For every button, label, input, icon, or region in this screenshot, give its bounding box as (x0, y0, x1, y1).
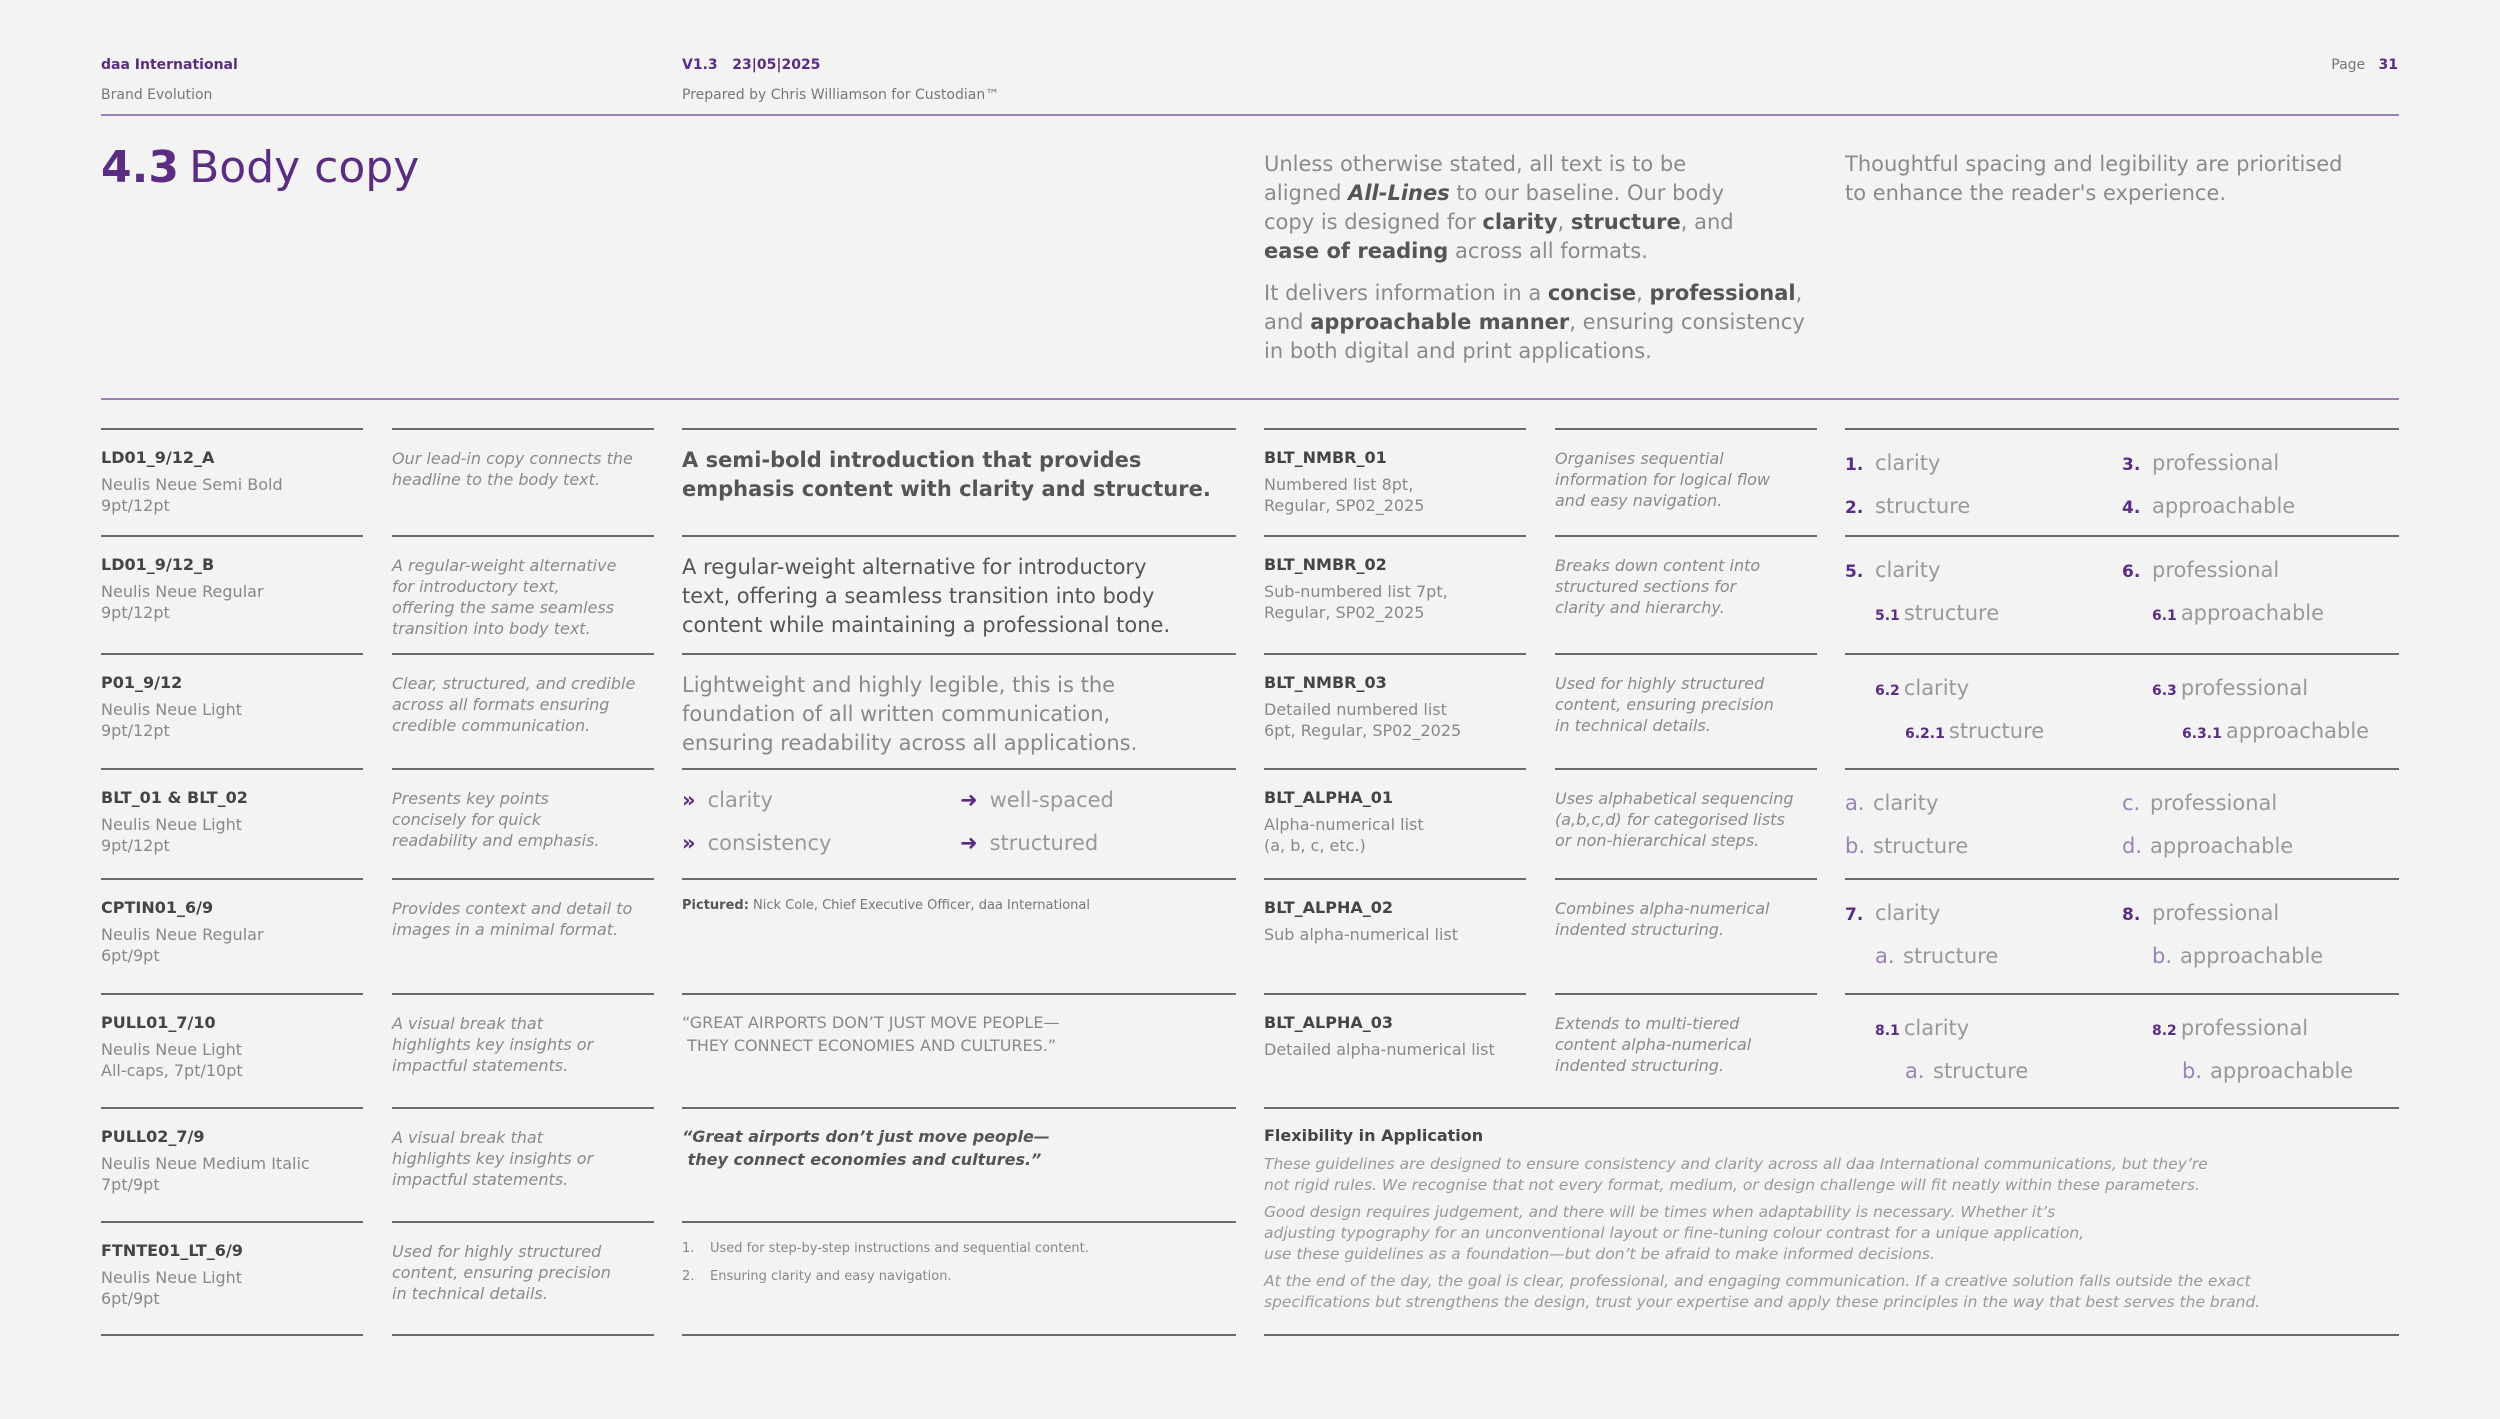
list-example-item (1875, 601, 1999, 625)
page-number: 31 (2378, 57, 2398, 73)
row-rule (101, 878, 363, 880)
row-rule (1555, 535, 1817, 537)
footnote (682, 1235, 1089, 1263)
style-example (682, 446, 1242, 504)
list-code: BLT_NMBR_02 (1264, 555, 1387, 574)
date: 23|05|2025 (732, 57, 821, 73)
list-example-item (1905, 719, 2044, 743)
row-rule (682, 653, 1236, 655)
style-example (682, 1125, 1242, 1171)
list-description (1555, 448, 1825, 511)
style-example (682, 553, 1242, 640)
footnote-text: Used for step-by-step instructions and sequential content. (710, 1241, 1089, 1256)
list-example-item (1845, 558, 1940, 582)
flex-line: At the end of the day, the goal is clear, professional, and engaging communication. If a creative solution falls outside the exact (1264, 1272, 2251, 1290)
desc-line: A visual break that (392, 1014, 543, 1033)
style-size: 9pt/12pt (101, 721, 170, 740)
list-description (1555, 555, 1825, 618)
list-marker: 6.2.1 (1905, 726, 1945, 742)
style-code: FTNTE01_LT_6/9 (101, 1241, 243, 1260)
style-description (392, 788, 662, 851)
style-size: 9pt/12pt (101, 836, 170, 855)
row-rule (101, 535, 363, 537)
row-rule (682, 993, 1236, 995)
list-text: approachable (2180, 601, 2325, 625)
style-description (392, 1241, 662, 1304)
example-line: THEY CONNECT ECONOMIES AND CULTURES.” (682, 1036, 1057, 1055)
bullet-item (960, 831, 1098, 855)
flex-line: Good design requires judgement, and there will be times when adaptability is necessary. Whether it’s (1264, 1203, 2056, 1221)
intro-paragraph-1 (1264, 150, 1824, 266)
desc-line: across all formats ensuring (392, 695, 610, 714)
intro-line: ease of reading across all formats. (1264, 239, 1648, 263)
style-description (392, 898, 662, 940)
example-line: Lightweight and highly legible, this is the (682, 673, 1116, 697)
list-example-item (2122, 451, 2279, 475)
style-size: 6pt/9pt (101, 946, 160, 965)
flexibility-heading: Flexibility in Application (1264, 1126, 1484, 1145)
list-marker: 6.3 (2152, 683, 2177, 699)
row-rule (1845, 653, 2399, 655)
row-rule (1555, 653, 1817, 655)
style-code: CPTIN01_6/9 (101, 898, 214, 917)
row-rule (1264, 653, 1526, 655)
list-text: professional (2180, 676, 2309, 700)
list-spec: Detailed alpha-numerical list (1264, 1040, 1495, 1059)
row-rule (392, 1221, 654, 1223)
desc-line: Clear, structured, and credible (392, 674, 636, 693)
style-description (392, 448, 662, 490)
row-rule (682, 535, 1236, 537)
row-rule (392, 768, 654, 770)
desc-line: and easy navigation. (1555, 491, 1723, 510)
list-text: professional (2180, 1016, 2309, 1040)
list-marker: 4. (2122, 498, 2141, 518)
desc-line: for introductory text, (392, 577, 560, 596)
row-rule (392, 535, 654, 537)
desc-line: impactful statements. (392, 1170, 569, 1189)
style-font: Neulis Neue Light (101, 1268, 243, 1287)
list-example-item (2122, 558, 2279, 582)
desc-line: (a,b,c,d) for categorised lists (1555, 810, 1785, 829)
style-font: Neulis Neue Regular (101, 925, 264, 944)
list-example-item (1875, 676, 1969, 700)
row-rule (101, 1107, 363, 1109)
style-font: Neulis Neue Light (101, 1040, 243, 1059)
list-marker: 3. (2122, 455, 2141, 475)
list-text: structure (1873, 834, 1969, 858)
row-rule (1555, 428, 1817, 430)
chevron-double-icon: » (682, 788, 696, 812)
flex-line: adjusting typography for an unconventional layout or fine-tuning colour contrast for a unique application, (1264, 1224, 2085, 1242)
footnote (682, 1263, 1089, 1291)
list-example-item (1845, 834, 1968, 858)
example-line: A semi-bold introduction that provides (682, 448, 1142, 472)
list-text: structure (1903, 601, 2000, 625)
list-spec: (a, b, c, etc.) (1264, 836, 1366, 855)
list-marker: 7. (1845, 905, 1864, 925)
caption-label: Pictured: (682, 898, 749, 913)
list-marker: b. (2182, 1059, 2203, 1083)
footnote-number: 2. (682, 1269, 695, 1284)
desc-line: headline to the body text. (392, 470, 600, 489)
desc-line: clarity and hierarchy. (1555, 598, 1725, 617)
version: V1.3 (682, 57, 718, 73)
row-rule (392, 1107, 654, 1109)
list-example-item (2152, 944, 2323, 968)
list-example-item (1845, 791, 1938, 815)
chevron-double-icon: » (682, 831, 696, 855)
brand-subtitle: Brand Evolution (101, 87, 213, 103)
row-rule (101, 993, 363, 995)
example-line: emphasis content with clarity and structure. (682, 477, 1211, 501)
style-size: All-caps, 7pt/10pt (101, 1061, 243, 1080)
desc-line: highlights key insights or (392, 1149, 594, 1168)
list-text: clarity (1875, 558, 1941, 582)
list-marker: b. (1845, 834, 1866, 858)
row-rule (1264, 1334, 2399, 1336)
list-text: professional (2152, 451, 2280, 475)
list-spec: Regular, SP02_2025 (1264, 496, 1425, 515)
desc-line: images in a minimal format. (392, 920, 619, 939)
list-description (1555, 788, 1825, 851)
desc-line: Used for highly structured (392, 1242, 602, 1261)
list-text: professional (2150, 791, 2278, 815)
list-marker: 8. (2122, 905, 2141, 925)
desc-line: in technical details. (1555, 716, 1711, 735)
style-size: 7pt/9pt (101, 1175, 160, 1194)
list-text: clarity (1875, 901, 1941, 925)
row-rule (1264, 428, 1526, 430)
list-marker: c. (2122, 791, 2141, 815)
desc-line: or non-hierarchical steps. (1555, 831, 1760, 850)
desc-line: Breaks down content into (1555, 556, 1761, 575)
row-rule (101, 768, 363, 770)
row-rule (1845, 428, 2399, 430)
row-rule (1845, 878, 2399, 880)
desc-line: Extends to multi-tiered (1555, 1014, 1740, 1033)
list-example-item (2122, 901, 2279, 925)
row-rule (101, 428, 363, 430)
flexibility-body (1264, 1154, 2404, 1313)
desc-line: concisely for quick (392, 810, 542, 829)
example-line: text, offering a seamless transition into body (682, 584, 1155, 608)
list-marker: 6.2 (1875, 683, 1900, 699)
row-rule (1264, 535, 1526, 537)
intro-line: copy is designed for clarity, structure, and (1264, 210, 1734, 234)
style-code: BLT_01 & BLT_02 (101, 788, 248, 807)
desc-line: Combines alpha-numerical (1555, 899, 1770, 918)
caption-text: Nick Cole, Chief Executive Officer, daa International (748, 898, 1090, 913)
list-spec: Sub-numbered list 7pt, (1264, 582, 1448, 601)
row-rule (682, 1334, 1236, 1336)
list-description (1555, 898, 1825, 940)
style-code: LD01_9/12_A (101, 448, 215, 467)
row-rule (392, 878, 654, 880)
list-code: BLT_NMBR_01 (1264, 448, 1387, 467)
list-marker: 2. (1845, 498, 1864, 518)
row-rule (1845, 768, 2399, 770)
example-line: A regular-weight alternative for introductory (682, 555, 1147, 579)
example-line: foundation of all written communication, (682, 702, 1111, 726)
intro-line: to enhance the reader's experience. (1845, 181, 2227, 205)
style-code: PULL02_7/9 (101, 1127, 205, 1146)
style-font: Neulis Neue Semi Bold (101, 475, 283, 494)
row-rule (1845, 535, 2399, 537)
list-example-item (2152, 601, 2324, 625)
list-spec: 6pt, Regular, SP02_2025 (1264, 721, 1462, 740)
desc-line: structured sections for (1555, 577, 1737, 596)
list-text: structure (1933, 1059, 2029, 1083)
desc-line: indented structuring. (1555, 920, 1725, 939)
row-rule (392, 993, 654, 995)
list-marker: 8.2 (2152, 1023, 2177, 1039)
flex-line: specifications but strengthens the design, trust your expertise and apply these principles in the way that best serves the brand. (1264, 1293, 2261, 1311)
list-text: clarity (1873, 791, 1939, 815)
intro-line: aligned All-Lines to our baseline. Our body (1264, 181, 1725, 205)
style-description (392, 1127, 662, 1190)
arrow-right-icon: ➜ (960, 788, 978, 812)
list-marker: 5. (1845, 562, 1864, 582)
style-font: Neulis Neue Regular (101, 582, 264, 601)
list-code: BLT_ALPHA_01 (1264, 788, 1393, 807)
list-text: approachable (2150, 834, 2294, 858)
list-marker: b. (2152, 944, 2173, 968)
row-rule (392, 428, 654, 430)
page-indicator (2330, 57, 2398, 73)
desc-line: Uses alphabetical sequencing (1555, 789, 1794, 808)
list-text: professional (2152, 558, 2280, 582)
desc-line: highlights key insights or (392, 1035, 594, 1054)
bullet-text: structured (989, 831, 1099, 855)
list-text: clarity (1903, 676, 1970, 700)
list-text: approachable (2180, 944, 2324, 968)
list-spec: Alpha-numerical list (1264, 815, 1424, 834)
list-description (1555, 1013, 1825, 1076)
footnote-number: 1. (682, 1241, 695, 1256)
list-example-item (1845, 901, 1940, 925)
list-code: BLT_NMBR_03 (1264, 673, 1387, 692)
example-line: content while maintaining a professional tone. (682, 613, 1171, 637)
row-rule (1845, 993, 2399, 995)
list-text: professional (2152, 901, 2280, 925)
list-code: BLT_ALPHA_03 (1264, 1013, 1393, 1032)
flex-line: use these guidelines as a foundation—but don’t be afraid to make informed decisions. (1264, 1245, 1935, 1263)
style-size: 9pt/12pt (101, 496, 170, 515)
style-code: P01_9/12 (101, 673, 183, 692)
list-marker: a. (1875, 944, 1895, 968)
version-date (682, 57, 820, 73)
list-example-item (2122, 494, 2295, 518)
example-line: “GREAT AIRPORTS DON’T JUST MOVE PEOPLE— (682, 1013, 1060, 1032)
style-description (392, 1013, 662, 1076)
intro-line: Unless otherwise stated, all text is to be (1264, 152, 1687, 176)
desc-line: impactful statements. (392, 1056, 569, 1075)
footnote-text: Ensuring clarity and easy navigation. (710, 1269, 952, 1284)
intro-line: Thoughtful spacing and legibility are prioritised (1845, 152, 2343, 176)
list-text: clarity (1903, 1016, 1970, 1040)
list-example-item (2182, 719, 2369, 743)
bullet-item (682, 788, 773, 812)
row-rule (682, 428, 1236, 430)
list-marker: 8.1 (1875, 1023, 1900, 1039)
arrow-right-icon: ➜ (960, 831, 978, 855)
style-example (682, 1011, 1242, 1057)
example-line: they connect economies and cultures.” (682, 1150, 1042, 1169)
desc-line: A visual break that (392, 1128, 543, 1147)
style-example (682, 671, 1242, 758)
list-example-item (1905, 1059, 2028, 1083)
row-rule (392, 1334, 654, 1336)
intro-line: and approachable manner, ensuring consistency (1264, 310, 1805, 334)
list-spec: Sub alpha-numerical list (1264, 925, 1459, 944)
style-font: Neulis Neue Light (101, 700, 243, 719)
list-marker: a. (1845, 791, 1865, 815)
intro-line: in both digital and print applications. (1264, 339, 1652, 363)
list-text: clarity (1875, 451, 1941, 475)
flex-line: These guidelines are designed to ensure consistency and clarity across all daa International communications, but they’re (1264, 1155, 2208, 1173)
list-spec: Numbered list 8pt, (1264, 475, 1414, 494)
style-font: Neulis Neue Light (101, 815, 243, 834)
style-description (392, 555, 662, 639)
desc-line: Used for highly structured (1555, 674, 1765, 693)
list-example-item (2122, 791, 2277, 815)
desc-line: content, ensuring precision (1555, 695, 1774, 714)
bullet-item (960, 788, 1114, 812)
list-text: approachable (2152, 494, 2296, 518)
list-code: BLT_ALPHA_02 (1264, 898, 1393, 917)
section-number: 4.3 (101, 142, 179, 193)
desc-line: Organises sequential (1555, 449, 1724, 468)
list-marker: a. (1905, 1059, 1925, 1083)
prepared-by: Prepared by Chris Williamson for Custodian™ (682, 87, 1000, 103)
list-marker: 6.3.1 (2182, 726, 2222, 742)
intro-line: It delivers information in a concise, professional, (1264, 281, 1803, 305)
row-rule (1264, 768, 1526, 770)
intro-paragraph-2 (1264, 279, 1844, 366)
row-rule (101, 653, 363, 655)
desc-line: Provides context and detail to (392, 899, 633, 918)
desc-line: A regular-weight alternative (392, 556, 617, 575)
list-marker: 5.1 (1875, 608, 1900, 624)
desc-line: content alpha-numerical (1555, 1035, 1752, 1054)
list-marker: 6. (2122, 562, 2141, 582)
row-rule (1264, 1107, 2399, 1109)
row-rule (101, 1334, 363, 1336)
desc-line: information for logical flow (1555, 470, 1770, 489)
row-rule (392, 653, 654, 655)
list-example-item (2152, 676, 2308, 700)
list-text: approachable (2210, 1059, 2354, 1083)
brand-name: daa International (101, 57, 238, 73)
list-marker: 1. (1845, 455, 1864, 475)
desc-line: indented structuring. (1555, 1056, 1725, 1075)
desc-line: Our lead-in copy connects the (392, 449, 633, 468)
list-spec: Detailed numbered list (1264, 700, 1447, 719)
style-font: Neulis Neue Medium Italic (101, 1154, 310, 1173)
list-example-item (1875, 1016, 1969, 1040)
page-label: Page (2331, 57, 2366, 73)
list-example-item (1845, 494, 1970, 518)
list-marker: d. (2122, 834, 2143, 858)
section-divider (101, 398, 2399, 400)
desc-line: transition into body text. (392, 619, 591, 638)
desc-line: content, ensuring precision (392, 1263, 611, 1282)
list-text: approachable (2225, 719, 2370, 743)
list-example-item (2182, 1059, 2353, 1083)
bullet-text: consistency (707, 831, 832, 855)
example-line: “Great airports don’t just move people— (682, 1127, 1050, 1146)
list-text: structure (1903, 944, 1999, 968)
image-caption (682, 898, 1090, 913)
desc-line: credible communication. (392, 716, 591, 735)
row-rule (1555, 993, 1817, 995)
row-rule (682, 768, 1236, 770)
row-rule (682, 878, 1236, 880)
style-description (392, 673, 662, 736)
footnotes (682, 1235, 1089, 1291)
list-text: structure (1948, 719, 2045, 743)
bullet-text: well-spaced (989, 788, 1114, 812)
bullet-text: clarity (707, 788, 773, 812)
desc-line: offering the same seamless (392, 598, 615, 617)
list-description (1555, 673, 1825, 736)
header-divider (101, 114, 2399, 116)
row-rule (1555, 768, 1817, 770)
list-example-item (2122, 834, 2293, 858)
row-rule (1264, 993, 1526, 995)
row-rule (1555, 878, 1817, 880)
intro-paragraph-3 (1845, 150, 2405, 208)
row-rule (1264, 878, 1526, 880)
row-rule (682, 1221, 1236, 1223)
bullet-item (682, 831, 831, 855)
list-example-item (1845, 451, 1940, 475)
row-rule (101, 1221, 363, 1223)
flex-line: not rigid rules. We recognise that not every format, medium, or design challenge will fit neatly within these parameters. (1264, 1176, 2200, 1194)
page-title (101, 142, 419, 193)
list-marker: 6.1 (2152, 608, 2177, 624)
list-spec: Regular, SP02_2025 (1264, 603, 1425, 622)
style-code: LD01_9/12_B (101, 555, 215, 574)
desc-line: Presents key points (392, 789, 549, 808)
desc-line: in technical details. (392, 1284, 548, 1303)
row-rule (682, 1107, 1236, 1109)
desc-line: readability and emphasis. (392, 831, 600, 850)
example-line: ensuring readability across all applications. (682, 731, 1138, 755)
list-text: structure (1875, 494, 1971, 518)
style-size: 9pt/12pt (101, 603, 170, 622)
style-code: PULL01_7/10 (101, 1013, 216, 1032)
section-title: Body copy (189, 142, 420, 193)
list-example-item (1875, 944, 1998, 968)
list-example-item (2152, 1016, 2308, 1040)
style-size: 6pt/9pt (101, 1289, 160, 1308)
